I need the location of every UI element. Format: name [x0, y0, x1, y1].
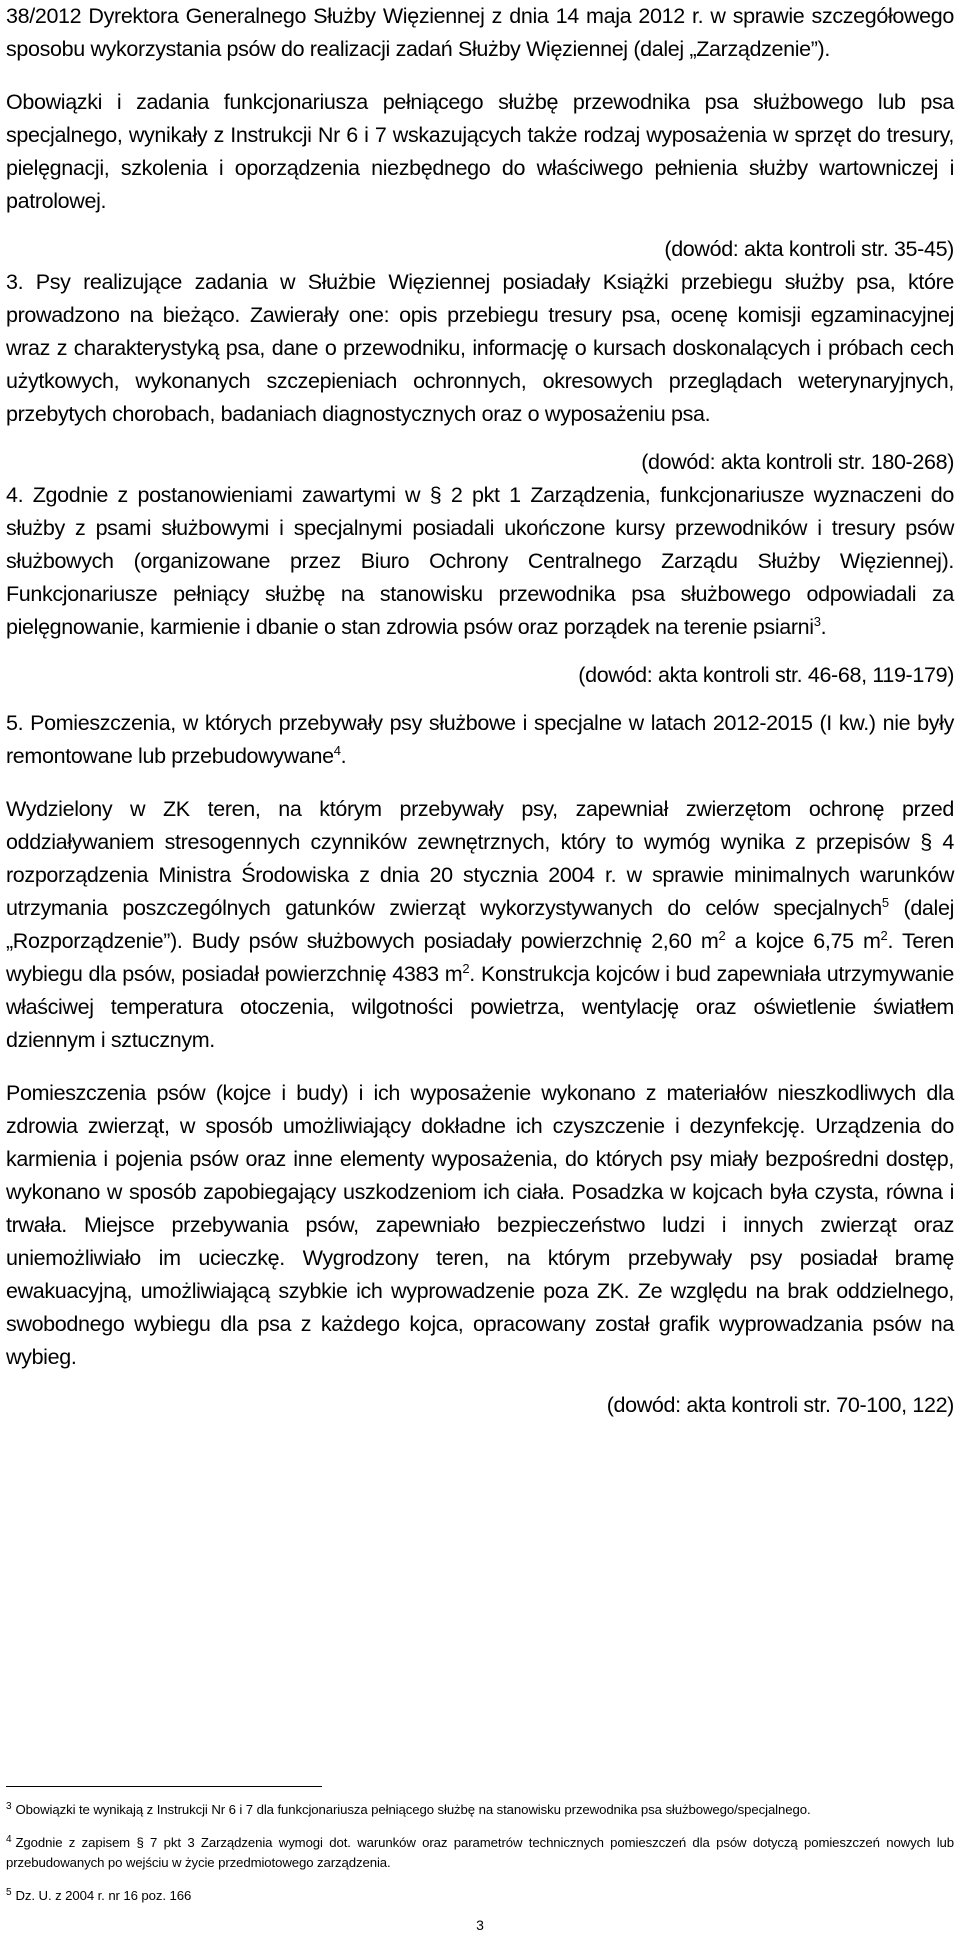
footnote-ref[interactable]: 4 [333, 742, 341, 758]
superscript-exponent: 2 [880, 927, 888, 943]
footnote-mark: 3 [6, 1800, 12, 1812]
paragraph-continuation [6, 0, 954, 66]
footnote-text: Zgodnie z zapisem § 7 pkt 3 Zarządzenia wymogi dot. warunków oraz parametrów technicznych pomieszczeń dla psów dotyczą pomieszczeń nowych lub przebudowanych po wejściu w życie przedmiotowego zarządzenia. [6, 1835, 954, 1870]
footnote-text: Obowiązki te wynikają z Instrukcji Nr 6 i 7 dla funkcjonariusza pełniącego służbę na stanowisku przewodnika psa służbowego/specjalnego. [15, 1802, 811, 1817]
punctuation: . [340, 744, 347, 768]
evidence-reference: (dowód: akta kontroli str. 35-45) [664, 237, 954, 261]
punctuation: . [820, 615, 827, 639]
paragraph-text: a kojce 6,75 m [725, 929, 881, 953]
paragraph-text: . Konstrukcja kojców i bud zapewniała utrzymywanie właściwej temperatura otoczenia, wilgotności powietrza, wentylację oraz oświetlenie światłem dziennym i sztucznym. [6, 962, 955, 1052]
paragraph-text: 38/2012 Dyrektora Generalnego Służby Więziennej z dnia 14 maja 2012 r. w sprawie szczegółowego sposobu wykorzystania psów do realizacji zadań Służby Więziennej (dalej „Zarządzenie”). [6, 4, 954, 61]
paragraph-text: 3. Psy realizujące zadania w Służbie Więziennej posiadały Książki przebiegu służby psa, które prowadzono na bieżąco. Zawierały one: opis przebiegu tresury psa, ocenę komisji egzaminacyjnej wraz z charakterystyką psa, dane o przewodniku, informację o kursach doskonalących i próbach cech użytkowych, wykonanych szczepieniach ochronnych, okresowych przeglądach weterynaryjnych, przebytych chorobach, badaniach diagnostycznych oraz o wyposażeniu psa. [6, 270, 954, 426]
footnote-3 [6, 1800, 954, 1820]
footnote-ref[interactable]: 3 [813, 613, 821, 629]
paragraph-text: (dalej „Rozporządzenie”). Budy psów służbowych posiadały powierzchnię 2,60 m [6, 896, 955, 953]
paragraph-3-dog-books [6, 266, 954, 431]
paragraph-text: 4. Zgodnie z postanowieniami zawartymi w § 2 pkt 1 Zarządzenia, funkcjonariusze wyznaczeni do służby z psami służbowymi i specjalnymi posiadali ukończone kursy przewodników i tresury psów służbowych (organizowane przez Biuro Ochrony Centralnego Zarządu Służby Więziennej). Funkcjonariusze pełniący służbę na stanowisku przewodnika psa służbowego odpowiadali za pielęgnowanie, karmienie i dbanie o stan zdrowia psów oraz porządek na terenie psiarni [6, 483, 954, 639]
footnote-mark: 5 [6, 1886, 12, 1898]
superscript-exponent: 2 [718, 927, 726, 943]
footnotes [6, 1800, 954, 1919]
evidence-reference: (dowód: akta kontroli str. 46-68, 119-179) [578, 663, 954, 687]
footnote-4 [6, 1833, 954, 1873]
main-text [6, 0, 954, 1422]
paragraph-text: Obowiązki i zadania funkcjonariusza pełniącego służbę przewodnika psa służbowego lub psa specjalnego, wynikały z Instrukcji Nr 6 i 7 wskazujących także rodzaj wyposażenia w sprzęt do tresury, pielęgnacji, szkolenia i oporządzenia niezbędnego do właściwego pełnienia służby wartowniczej i patrolowej. [6, 90, 954, 213]
document-page [6, 0, 956, 1950]
paragraph-area [6, 793, 954, 1057]
paragraph-text: . Teren wybiegu dla psów, posiadał powierzchnię 4383 m [6, 929, 954, 986]
paragraph-text: Wydzielony w ZK teren, na którym przebywały psy, zapewniał zwierzętom ochronę przed oddziaływaniem stresogennych czynników zewnętrznych, który to wymóg wynika z przepisów § 4 rozporządzenia Ministra Środowiska z dnia 20 stycznia 2004 r. w sprawie minimalnych warunków utrzymania poszczególnych gatunków zwierząt wykorzystywanych do celów specjalnych [6, 797, 954, 920]
page-number: 3 [476, 1917, 484, 1933]
footnote-mark: 4 [6, 1833, 12, 1845]
footnote-separator [6, 1786, 322, 1787]
footnote-5 [6, 1886, 954, 1906]
paragraph-obligations [6, 86, 954, 218]
paragraph-4-training [6, 479, 954, 644]
paragraph-text: 5. Pomieszczenia, w których przebywały psy służbowe i specjalne w latach 2012-2015 (I kw.) nie były remontowane lub przebudowywane [6, 711, 954, 768]
paragraph-text: Pomieszczenia psów (kojce i budy) i ich wyposażenie wykonano z materiałów nieszkodliwych dla zdrowia zwierząt, w sposób umożliwiający dokładne ich czyszczenie i dezynfekcję. Urządzenia do karmienia i pojenia psów oraz inne elementy wyposażenia, do których psy miały bezpośredni dostęp, wykonano w sposób zapobiegający uszkodzeniom ich ciała. Posadzka w kojcach była czysta, równa i trwała. Miejsce przebywania psów, zapewniało bezpieczeństwo ludzi i innych zwierząt oraz uniemożliwiało im ucieczkę. Wygrodzony teren, na którym przebywały psy posiadał bramę ewakuacyjną, umożliwiającą szybkie ich wyprowadzenie poza ZK. Ze względu na brak oddzielnego, swobodnego wybiegu dla psa z każdego kojca, opracowany został grafik wyprowadzania psów na wybieg. [6, 1081, 954, 1369]
paragraph-kennels [6, 1077, 954, 1374]
footnote-ref[interactable]: 5 [881, 894, 889, 910]
superscript-exponent: 2 [462, 960, 470, 976]
evidence-reference: (dowód: akta kontroli str. 70-100, 122) [606, 1393, 954, 1417]
paragraph-5-rooms [6, 707, 954, 773]
evidence-reference: (dowód: akta kontroli str. 180-268) [641, 450, 954, 474]
footnote-text: Dz. U. z 2004 r. nr 16 poz. 166 [15, 1888, 192, 1903]
